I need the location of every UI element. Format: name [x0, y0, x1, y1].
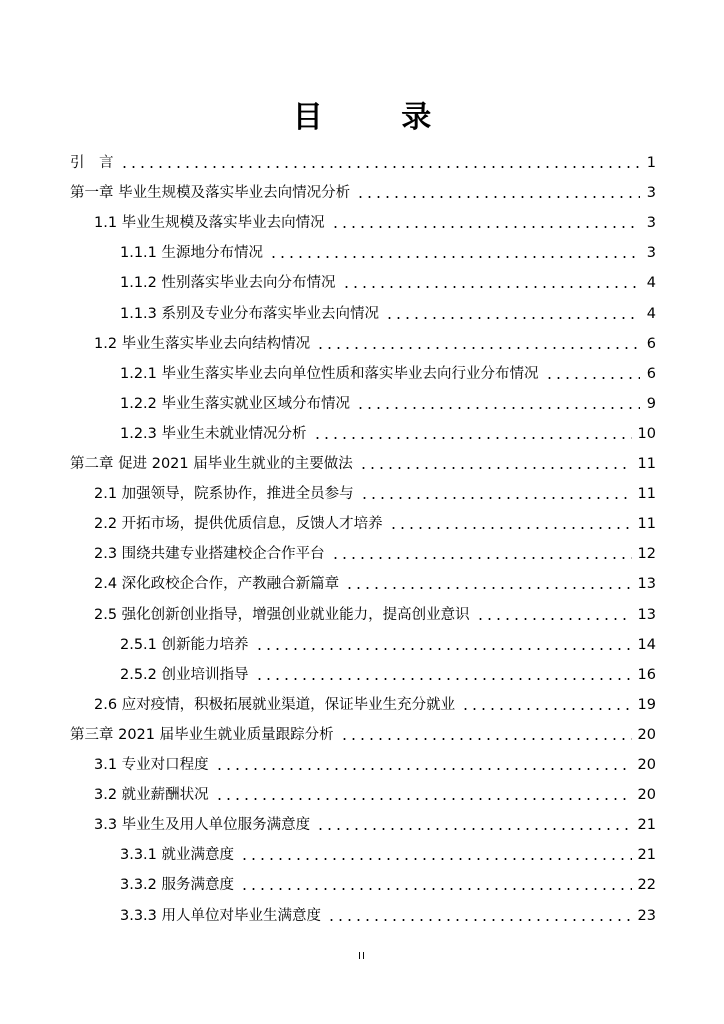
toc-entry-page-number: 4 — [646, 305, 656, 322]
toc-entry-page-number: 3 — [646, 215, 656, 232]
toc-entry-title: 1.2.3 毕业生未就业情况分析 — [120, 425, 307, 442]
toc-entry-page-number: 16 — [637, 666, 656, 683]
toc-dot-leader — [215, 798, 632, 800]
toc-dot-leader — [255, 678, 632, 680]
toc-dot-leader — [385, 317, 640, 319]
toc-dot-leader — [360, 497, 632, 499]
toc-dot-leader — [461, 708, 631, 710]
toc-entry-title: 第一章 毕业生规模及落实毕业去向情况分析 — [70, 185, 351, 202]
toc-entry-title: 3.3.1 就业满意度 — [120, 847, 235, 864]
toc-entry[interactable] — [94, 479, 656, 509]
toc-entry-page-number: 12 — [637, 546, 656, 563]
toc-entry[interactable] — [94, 750, 656, 780]
toc-entry-title: 2.1 加强领导，院系协作，推进全员参与 — [94, 486, 354, 503]
toc-entry-page-number: 4 — [646, 275, 656, 292]
toc-entry-title: 2.5 强化创新创业指导，增强创业就业能力，提高创业意识 — [94, 606, 470, 623]
toc-entry-page-number: 3 — [646, 245, 656, 262]
toc-entry-page-number: 13 — [637, 576, 656, 593]
toc-dot-leader — [345, 587, 631, 589]
toc-dot-leader — [359, 467, 632, 469]
toc-entry-page-number: 1 — [646, 155, 656, 171]
toc-entry[interactable] — [120, 389, 656, 419]
toc-entry-title: 2.6 应对疫情，积极拓展就业渠道，保证毕业生充分就业 — [94, 696, 456, 713]
toc-entry[interactable] — [120, 359, 656, 389]
toc-entry-title: 第三章 2021 届毕业生就业质量跟踪分析 — [70, 726, 334, 743]
toc-entry-title: 2.5.2 创业培训指导 — [120, 666, 249, 683]
toc-dot-leader — [240, 888, 632, 890]
toc-dot-leader — [313, 437, 632, 439]
toc-dot-leader — [327, 919, 632, 921]
toc-entry[interactable] — [94, 569, 656, 599]
toc-dot-leader — [356, 407, 640, 409]
toc-entry[interactable] — [120, 419, 656, 449]
toc-entry-page-number: 6 — [646, 365, 656, 382]
toc-entry-title: 1.2 毕业生落实毕业去向结构情况 — [94, 335, 311, 352]
toc-entry[interactable] — [94, 780, 656, 810]
toc-entry-title: 1.2.2 毕业生落实就业区域分布情况 — [120, 395, 351, 412]
toc-entry[interactable] — [70, 449, 656, 479]
toc-entry[interactable] — [94, 329, 656, 359]
toc-entry-title: 第二章 促进 2021 届毕业生就业的主要做法 — [70, 456, 353, 472]
toc-entry[interactable] — [94, 690, 656, 720]
toc-dot-leader — [215, 768, 632, 770]
toc-dot-leader — [269, 256, 640, 258]
toc-dot-leader — [240, 858, 632, 860]
toc-entry-title: 1.1.3 系别及专业分布落实毕业去向情况 — [120, 305, 380, 322]
toc-entry-page-number: 6 — [646, 335, 656, 352]
toc-entry[interactable] — [120, 870, 656, 900]
toc-entry-page-number: 19 — [637, 696, 656, 713]
toc-entry[interactable] — [94, 539, 656, 569]
toc-entry-page-number: 22 — [637, 877, 656, 894]
toc-entry[interactable] — [120, 660, 656, 690]
toc-entry-page-number: 10 — [637, 425, 656, 442]
toc-entry-title: 2.2 开拓市场，提供优质信息，反馈人才培养 — [94, 516, 383, 533]
toc-entry-page-number: 21 — [637, 847, 656, 864]
toc-entry[interactable] — [120, 901, 656, 931]
page-number-footer: II — [358, 951, 366, 962]
toc-entry-title: 3.3.3 用人单位对毕业生满意度 — [120, 907, 322, 924]
toc-entry[interactable] — [70, 178, 656, 208]
toc-dot-leader — [255, 648, 632, 650]
toc-entry-page-number: 3 — [646, 185, 656, 202]
toc-entry-page-number: 9 — [646, 395, 656, 412]
toc-dot-leader — [340, 738, 632, 740]
toc-dot-leader — [331, 226, 640, 228]
toc-entry-page-number: 11 — [637, 456, 656, 472]
toc-entry[interactable] — [120, 630, 656, 660]
toc-entry-title: 1.1.2 性别落实毕业去向分布情况 — [120, 275, 336, 292]
toc-entry-page-number: 20 — [637, 726, 656, 743]
toc-entry[interactable] — [94, 509, 656, 539]
toc-entry-title: 2.3 围绕共建专业搭建校企合作平台 — [94, 546, 325, 563]
toc-entry[interactable] — [120, 299, 656, 329]
toc-entry-title: 1.1 毕业生规模及落实毕业去向情况 — [94, 215, 325, 232]
toc-entry[interactable] — [120, 268, 656, 298]
toc-entry-title: 引 言 — [70, 155, 114, 171]
toc-entry[interactable] — [70, 148, 656, 178]
toc-entry-title: 3.1 专业对口程度 — [94, 757, 209, 773]
toc-entry-title: 3.2 就业薪酬状况 — [94, 787, 209, 804]
toc-entry[interactable] — [94, 208, 656, 238]
toc-dot-leader — [389, 527, 632, 529]
toc-entry[interactable] — [94, 810, 656, 840]
toc-entry-page-number: 20 — [637, 787, 656, 804]
toc-entry[interactable] — [94, 600, 656, 630]
toc-dot-leader — [476, 618, 632, 620]
toc-title: 目 录 — [292, 100, 466, 135]
toc-entry-page-number: 21 — [637, 817, 656, 834]
toc-entry[interactable] — [120, 238, 656, 268]
toc-entry-page-number: 11 — [637, 486, 656, 503]
toc-dot-leader — [356, 196, 640, 198]
toc-entry-page-number: 14 — [637, 636, 656, 653]
toc-entry-title: 1.1.1 生源地分布情况 — [120, 245, 264, 262]
toc-entry-title: 1.2.1 毕业生落实毕业去向单位性质和落实毕业去向行业分布情况 — [120, 365, 539, 382]
toc-dot-leader — [316, 347, 640, 349]
toc-entry-title: 3.3.2 服务满意度 — [120, 877, 235, 894]
toc-dot-leader — [545, 377, 640, 379]
toc-entry-page-number: 20 — [637, 757, 656, 773]
toc-dot-leader — [316, 828, 631, 830]
toc-entry-page-number: 13 — [637, 606, 656, 623]
toc-entry-page-number: 11 — [637, 516, 656, 533]
toc-dot-leader — [120, 166, 641, 168]
toc-entry[interactable] — [120, 840, 656, 870]
toc-entry-page-number: 23 — [637, 907, 656, 924]
toc-entry-title: 2.4 深化政校企合作，产教融合新篇章 — [94, 576, 340, 593]
toc-dot-leader — [342, 286, 640, 288]
toc-entry-title: 3.3 毕业生及用人单位服务满意度 — [94, 817, 311, 834]
toc-dot-leader — [331, 557, 632, 559]
toc-entry[interactable] — [70, 720, 656, 750]
toc-entry-title: 2.5.1 创新能力培养 — [120, 636, 249, 653]
